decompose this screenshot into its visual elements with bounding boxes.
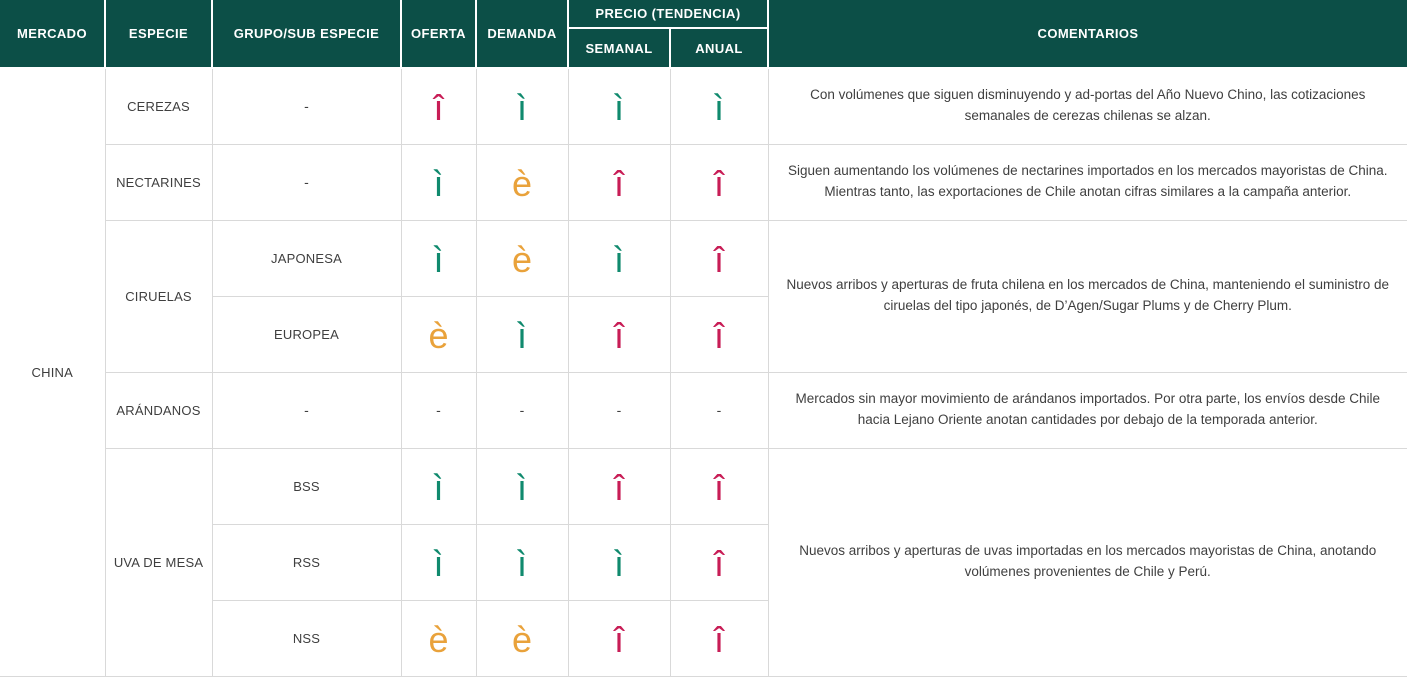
trend-cell-semanal	[568, 144, 670, 220]
trend-cell-oferta	[401, 144, 476, 220]
sub-especie-cell: NSS	[212, 600, 401, 676]
trend-up-icon: î	[713, 619, 724, 660]
trend-cell-demanda	[476, 448, 568, 524]
trend-down-icon: ì	[613, 87, 624, 129]
sub-especie-cell: RSS	[212, 524, 401, 600]
comment-cell: Mercados sin mayor movimiento de arándanos importados. Por otra parte, los envíos desde Chile hacia Lejano Oriente anotan cantidades por debajo de la temporada anterior.	[768, 372, 1407, 448]
comment-cell: Nuevos arribos y aperturas de fruta chilena en los mercados de China, manteniendo el suministro de ciruelas del tipo japonés, de D’Agen/Sugar Plums y de Cherry Plum.	[768, 220, 1407, 372]
especie-cell: CIRUELAS	[105, 220, 212, 372]
trend-cell-anual	[670, 600, 768, 676]
trend-cell-demanda: -	[476, 372, 568, 448]
especie-cell: UVA DE MESA	[105, 448, 212, 676]
trend-up-icon: î	[613, 315, 624, 356]
header-semanal: SEMANAL	[568, 28, 670, 68]
especie-cell: ARÁNDANOS	[105, 372, 212, 448]
trend-cell-anual	[670, 144, 768, 220]
trend-cell-semanal	[568, 220, 670, 296]
trend-up-icon: î	[613, 163, 624, 204]
header-comentarios: COMENTARIOS	[768, 0, 1407, 68]
trend-cell-anual: -	[670, 372, 768, 448]
trend-down-icon: ì	[433, 239, 444, 280]
trend-cell-oferta	[401, 296, 476, 372]
trend-stable-icon: è	[428, 315, 449, 356]
header-grupo-sub-especie: GRUPO/SUB ESPECIE	[212, 0, 401, 68]
table-row	[0, 372, 1407, 448]
trend-down-icon: ì	[516, 543, 527, 584]
trend-stable-icon: è	[511, 619, 533, 660]
sub-especie-cell: EUROPEA	[212, 296, 401, 372]
trend-down-icon: ì	[613, 543, 624, 584]
trend-cell-semanal	[568, 600, 670, 676]
header-especie: ESPECIE	[105, 0, 212, 68]
especie-cell: CEREZAS	[105, 68, 212, 144]
sub-especie-cell: -	[212, 144, 401, 220]
mercado-cell: CHINA	[0, 68, 105, 676]
sub-especie-cell: -	[212, 68, 401, 144]
trend-cell-oferta	[401, 68, 476, 144]
trend-down-icon: ì	[516, 467, 527, 508]
trend-down-icon: ì	[713, 87, 724, 129]
table-row	[0, 68, 1407, 144]
trend-cell-demanda	[476, 600, 568, 676]
trend-down-icon: ì	[433, 163, 444, 204]
trend-cell-anual	[670, 68, 768, 144]
table-row	[0, 448, 1407, 524]
trend-cell-demanda	[476, 144, 568, 220]
sub-especie-cell: BSS	[212, 448, 401, 524]
trend-stable-icon: è	[511, 163, 533, 204]
especie-cell: NECTARINES	[105, 144, 212, 220]
trend-cell-anual	[670, 448, 768, 524]
trend-cell-oferta	[401, 448, 476, 524]
trend-cell-oferta: -	[401, 372, 476, 448]
header-mercado: MERCADO	[0, 0, 105, 68]
trend-cell-anual	[670, 220, 768, 296]
trend-down-icon: ì	[516, 315, 527, 356]
trend-cell-semanal	[568, 296, 670, 372]
trend-cell-anual	[670, 524, 768, 600]
comment-cell: Siguen aumentando los volúmenes de nectarines importados en los mercados mayoristas de China. Mientras tanto, las exportaciones de Chile anotan cifras similares a la campaña anterior.	[768, 144, 1407, 220]
trend-up-icon: î	[713, 315, 724, 356]
trend-up-icon: î	[713, 163, 724, 204]
trend-down-icon: ì	[433, 543, 444, 584]
header-precio-tendencia: PRECIO (TENDENCIA)	[568, 0, 768, 28]
trend-cell-demanda	[476, 220, 568, 296]
trend-down-icon: ì	[613, 239, 624, 280]
trend-cell-semanal: -	[568, 372, 670, 448]
trend-stable-icon: è	[511, 239, 533, 280]
trend-cell-semanal	[568, 524, 670, 600]
header-oferta: OFERTA	[401, 0, 476, 68]
trend-down-icon: ì	[516, 87, 527, 129]
trend-cell-demanda	[476, 524, 568, 600]
trend-up-icon: î	[433, 87, 444, 129]
trend-cell-demanda	[476, 296, 568, 372]
trend-stable-icon: è	[428, 619, 449, 660]
header-demanda: DEMANDA	[476, 0, 568, 68]
trend-up-icon: î	[713, 543, 724, 584]
trend-up-icon: î	[713, 467, 724, 508]
trend-cell-oferta	[401, 220, 476, 296]
header-anual: ANUAL	[670, 28, 768, 68]
trend-down-icon: ì	[433, 467, 444, 508]
trend-cell-oferta	[401, 524, 476, 600]
trend-cell-demanda	[476, 68, 568, 144]
trend-cell-anual	[670, 296, 768, 372]
trend-up-icon: î	[713, 239, 724, 280]
comment-cell: Con volúmenes que siguen disminuyendo y ad-portas del Año Nuevo Chino, las cotizaciones semanales de cerezas chilenas se alzan.	[768, 68, 1407, 144]
table-body	[0, 68, 1407, 676]
trend-cell-semanal	[568, 68, 670, 144]
table-row	[0, 144, 1407, 220]
trend-cell-oferta	[401, 600, 476, 676]
comment-cell: Nuevos arribos y aperturas de uvas importadas en los mercados mayoristas de China, anotando volúmenes provenientes de Chile y Perú.	[768, 448, 1407, 676]
trend-up-icon: î	[613, 619, 624, 660]
sub-especie-cell: -	[212, 372, 401, 448]
trend-up-icon: î	[613, 467, 624, 508]
trend-cell-semanal	[568, 448, 670, 524]
table-row	[0, 220, 1407, 296]
sub-especie-cell: JAPONESA	[212, 220, 401, 296]
table-header	[0, 0, 1407, 68]
